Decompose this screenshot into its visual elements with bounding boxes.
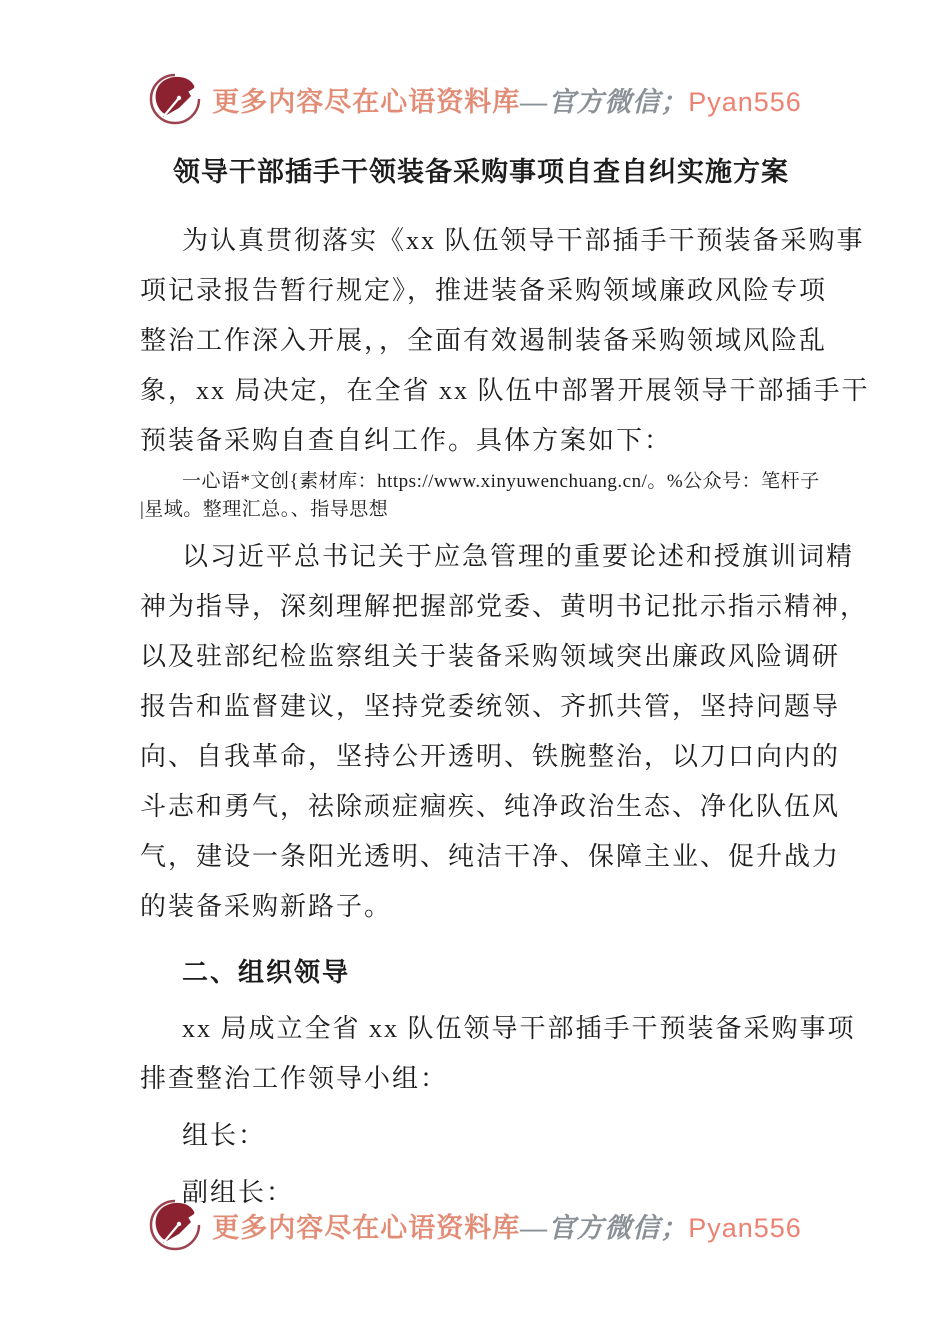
role-line-deputy: 副组长： — [182, 1178, 295, 1207]
text-line: 象，xx 局决定，在全省 xx 队伍中部署开展领导干部插手干 — [140, 376, 870, 405]
text-line: 气，建设一条阳光透明、纯洁干净、保障主业、促升战力 — [140, 842, 841, 871]
watermark-channel-label: —官方微信； — [520, 1212, 689, 1243]
text-line: 项记录报告暂行规定》，推进装备采购领域廉政风险专项 — [140, 276, 828, 305]
pen-logo-icon — [148, 72, 202, 126]
watermark-text — [212, 80, 802, 119]
paragraph-organization — [140, 1004, 856, 1104]
watermark-channel-label: —官方微信； — [520, 86, 689, 117]
text-line: 预装备采购自查自纠工作。具体方案如下： — [140, 426, 673, 455]
pen-logo-icon — [148, 1198, 202, 1252]
paragraph-intro — [140, 216, 870, 466]
footer-watermark — [0, 1198, 950, 1252]
watermark-note — [140, 468, 822, 524]
text-line: 为认真贯彻落实《xx 队伍领导干部插手干预装备采购事 — [182, 226, 865, 255]
text-line: 斗志和勇气，祛除顽症痼疾、纯净政治生态、净化队伍风 — [140, 792, 841, 821]
text-line: 的装备采购新路子。 — [140, 892, 393, 921]
text-line: 以习近平总书记关于应急管理的重要论述和授旗训词精 — [182, 542, 855, 571]
paragraph-guiding-thought — [140, 532, 869, 932]
watermark-text — [212, 1206, 802, 1245]
text-line: 整治工作深入开展，，全面有效遏制装备采购领域风险乱 — [140, 326, 828, 355]
text-line: 神为指导，深刻理解把握部党委、黄明书记批示指示精神， — [140, 592, 869, 621]
text-line: 报告和监督建议，坚持党委统领、齐抓共管，坚持问题导 — [140, 692, 841, 721]
text-line: 向、自我革命，坚持公开透明、铁腕整治，以刀口向内的 — [140, 742, 841, 771]
section-heading-organization: 二、组织领导 — [182, 958, 351, 987]
text-line: |星域。整理汇总。、指导思想 — [140, 499, 389, 520]
watermark-brand: 更多内容尽在心语资料库 — [212, 86, 521, 117]
text-line: 一心语*文创{素材库：https://www.xinyuwenchuang.cn/。%公众号：笔杆子 — [182, 471, 820, 492]
role-line-leader: 组长： — [182, 1121, 267, 1150]
document-title: 领导干部插手干领装备采购事项自查自纠实施方案 — [173, 157, 789, 187]
text-line: 排查整治工作领导小组： — [140, 1064, 449, 1093]
text-line: 以及驻部纪检监察组关于装备采购领域突出廉政风险调研 — [140, 642, 841, 671]
header-watermark — [0, 72, 950, 126]
text-line: xx 局成立全省 xx 队伍领导干部插手干预装备采购事项 — [182, 1014, 856, 1043]
document-content — [140, 152, 870, 1218]
watermark-wechat-id: Pyan556 — [688, 1212, 802, 1243]
watermark-brand: 更多内容尽在心语资料库 — [212, 1212, 521, 1243]
watermark-wechat-id: Pyan556 — [688, 86, 802, 117]
